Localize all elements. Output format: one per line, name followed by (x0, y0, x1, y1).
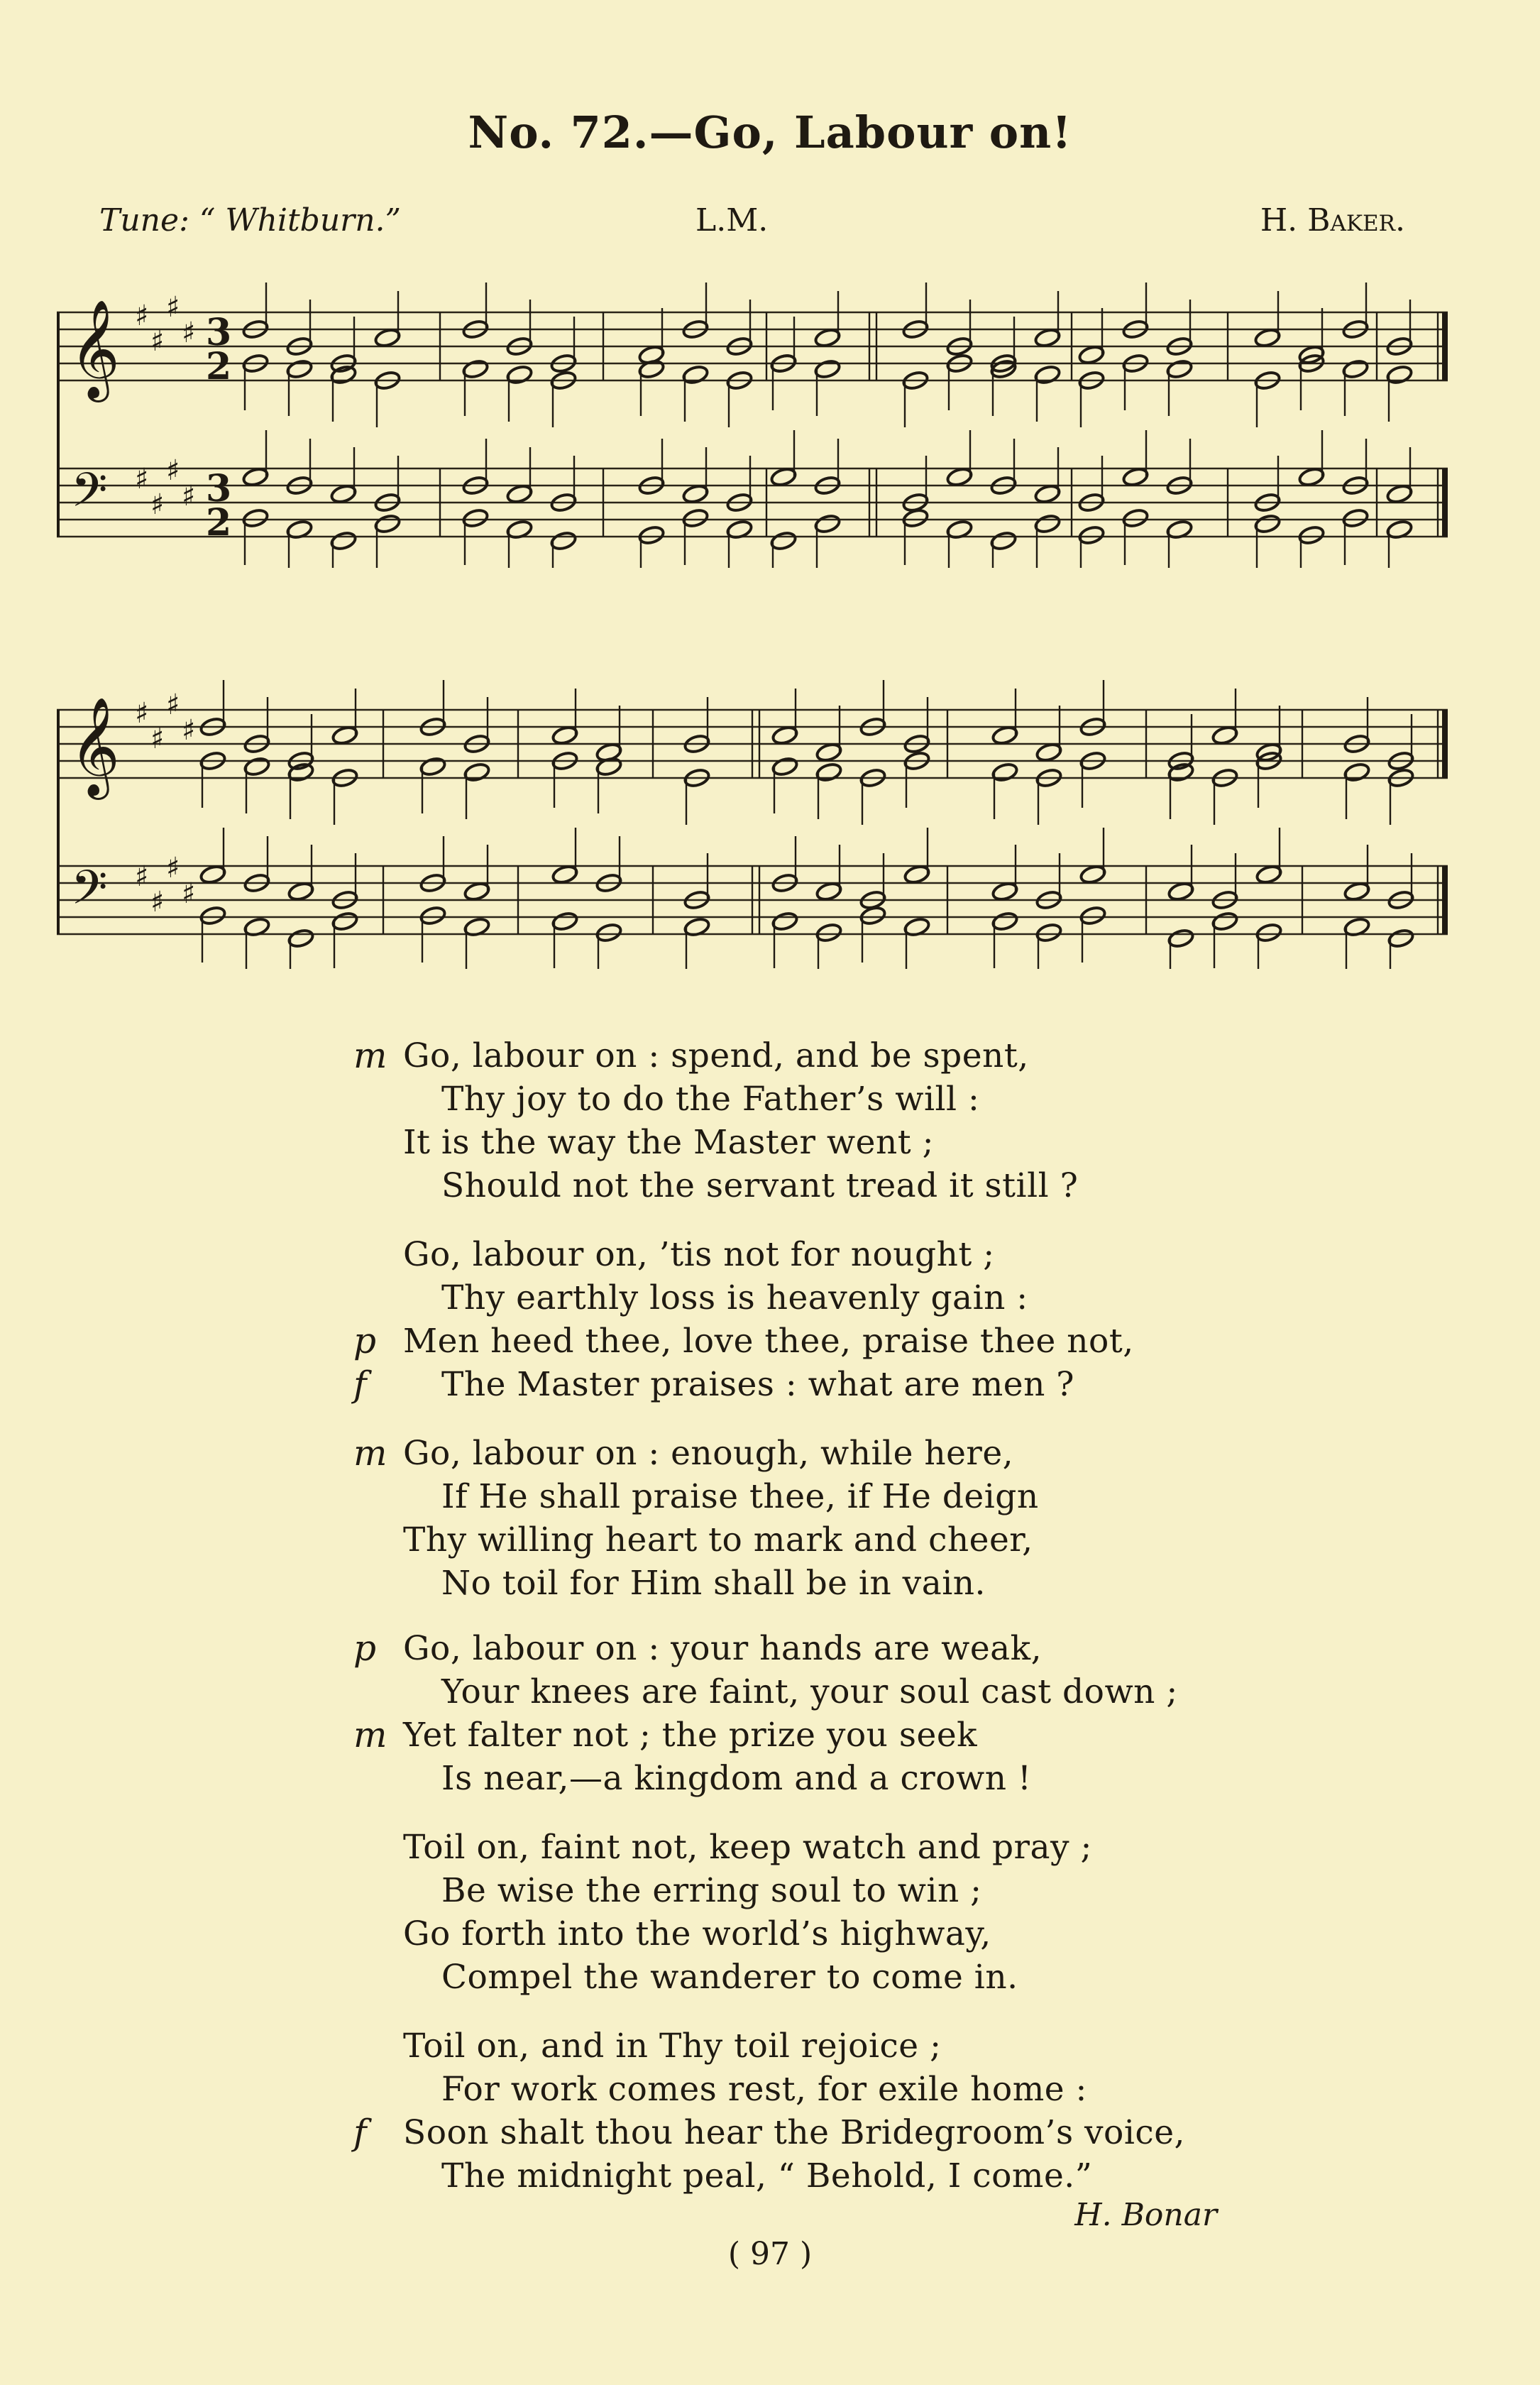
note-head (771, 756, 799, 777)
hymn-title: No. 72.—Go, Labour on! (468, 106, 1072, 158)
verse-line: Go, labour on, ’tis not for nought ; (403, 1235, 995, 1274)
final-bar (1442, 866, 1448, 934)
time-signature-top: 3 (206, 311, 232, 354)
dynamic-marking: m (353, 1714, 387, 1755)
composer: H. Baker. (1260, 202, 1405, 238)
verse-line: Go forth into the world’s highway, (403, 1914, 991, 1953)
note-head (1211, 725, 1239, 746)
note-head (287, 762, 315, 783)
note-head (1035, 922, 1063, 943)
note-head (551, 911, 579, 932)
note-head (1255, 922, 1283, 943)
sharp-sign: ♯ (182, 877, 196, 910)
dynamic-marking: p (353, 1628, 377, 1669)
note-head (419, 756, 447, 777)
note-head (1078, 344, 1106, 366)
sharp-sign: ♯ (135, 300, 149, 332)
note-head (859, 905, 887, 926)
note-head (903, 864, 931, 885)
note-head (199, 864, 227, 885)
verse-line: The midnight peal, “ Behold, I come.” (441, 2156, 1093, 2195)
verse-line: If He shall praise thee, if He deign (441, 1477, 1039, 1516)
sharp-sign: ♯ (166, 291, 180, 324)
verse-line: Yet falter not ; the prize you seek (403, 1716, 978, 1755)
note-head (682, 483, 710, 505)
note-head (419, 905, 447, 926)
tune-name: Tune: “ Whitburn.” (99, 202, 402, 238)
note-head (771, 911, 799, 932)
note-head (331, 911, 359, 932)
treble-clef: 𝄞 (70, 300, 120, 398)
note-head (1254, 513, 1282, 534)
note-head (330, 483, 358, 505)
note-head (287, 928, 315, 949)
verse-line: Should not the servant tread it still ? (441, 1166, 1079, 1205)
sharp-sign: ♯ (166, 689, 180, 721)
note-head (814, 327, 842, 349)
verse-line: Go, labour on : spend, and be spent, (403, 1036, 1029, 1075)
note-head (242, 466, 270, 488)
verse-line: Men heed thee, love thee, praise thee not, (403, 1322, 1134, 1361)
note-head (1034, 364, 1062, 385)
verse-line: Is near,—a kingdom and a crown ! (441, 1759, 1032, 1798)
note-head (1034, 327, 1062, 349)
bass-clef: 𝄢 (71, 463, 108, 529)
note-head (1386, 483, 1414, 505)
note-head (1254, 327, 1282, 349)
note-head (374, 513, 402, 534)
sharp-sign: ♯ (182, 480, 196, 512)
note-head (682, 364, 710, 385)
sharp-sign: ♯ (182, 714, 196, 747)
note-head (1255, 864, 1283, 885)
verse-line: Go, labour on : enough, while here, (403, 1434, 1014, 1473)
verse-line: Your knees are faint, your soul cast down ; (441, 1672, 1178, 1711)
note-head (1034, 483, 1062, 505)
note-head (946, 466, 974, 488)
note-head (771, 725, 799, 746)
final-bar (1442, 710, 1448, 778)
lyricist: H. Bonar (1074, 2197, 1217, 2233)
note-head (815, 881, 843, 902)
note-head (1343, 762, 1371, 783)
note-head (815, 742, 843, 763)
sharp-sign: ♯ (166, 454, 180, 487)
final-bar (1442, 312, 1448, 380)
note-head (462, 508, 490, 529)
note-head (551, 725, 579, 746)
note-head (1342, 358, 1370, 380)
note-head (815, 762, 843, 783)
note-head (814, 513, 842, 534)
note-head (1167, 881, 1195, 902)
verse-line: The Master praises : what are men ? (441, 1365, 1075, 1404)
bass-clef: 𝄢 (71, 860, 108, 926)
sharp-sign: ♯ (150, 723, 165, 755)
final-bar (1442, 468, 1448, 537)
note-head (550, 530, 578, 552)
note-head (331, 725, 359, 746)
sharp-sign: ♯ (182, 317, 196, 349)
note-head (1166, 358, 1194, 380)
time-signature-top: 3 (206, 467, 232, 510)
note-head (1167, 762, 1195, 783)
verse-line: For work comes rest, for exile home : (441, 2070, 1087, 2109)
sharp-sign: ♯ (150, 886, 165, 919)
time-signature-bottom: 2 (206, 501, 232, 544)
note-head (1078, 525, 1106, 546)
note-head (287, 881, 315, 902)
note-head (243, 756, 271, 777)
dynamic-marking: p (353, 1320, 377, 1361)
time-signature-bottom: 2 (206, 345, 232, 388)
music-score-system-1 (57, 263, 1448, 568)
note-head (506, 364, 534, 385)
verse-line: No toil for Him shall be in vain. (441, 1564, 986, 1603)
note-head (991, 725, 1019, 746)
note-head (1122, 466, 1150, 488)
note-head (1342, 508, 1370, 529)
music-staff-image-2 (57, 657, 1448, 969)
note-head (770, 530, 798, 552)
note-head (199, 905, 227, 926)
note-head (330, 364, 358, 385)
note-head (815, 922, 843, 943)
note-head (1122, 508, 1150, 529)
sharp-sign: ♯ (150, 488, 165, 521)
sharp-sign: ♯ (135, 860, 149, 893)
note-head (1079, 905, 1107, 926)
note-head (506, 483, 534, 505)
tune-info (99, 202, 1405, 245)
note-head (1343, 881, 1371, 902)
sharp-sign: ♯ (135, 697, 149, 730)
meter: L.M. (695, 202, 769, 238)
note-head (1167, 928, 1195, 949)
verse-line: Be wise the erring soul to win ; (441, 1871, 982, 1910)
note-head (1298, 525, 1326, 546)
note-head (991, 762, 1019, 783)
note-head (814, 358, 842, 380)
note-head (330, 530, 358, 552)
dynamic-marking: m (353, 1432, 387, 1474)
note-head (595, 922, 623, 943)
note-head (286, 358, 314, 380)
dynamic-marking: f (353, 2112, 367, 2153)
dynamic-marking: f (353, 1364, 367, 1405)
sharp-sign: ♯ (150, 325, 165, 358)
verse-line: Soon shalt thou hear the Bridegroom’s voice, (403, 2113, 1185, 2152)
music-score-system-2 (57, 657, 1448, 969)
note-head (374, 327, 402, 349)
note-head (1298, 466, 1326, 488)
note-head (682, 508, 710, 529)
verse-line: Thy willing heart to mark and cheer, (403, 1520, 1033, 1559)
verse-line: Compel the wanderer to come in. (441, 1958, 1018, 1997)
page-number: ( 97 ) (727, 2236, 813, 2272)
note-head (1079, 864, 1107, 885)
verse-line: Toil on, and in Thy toil rejoice ; (403, 2027, 942, 2066)
note-head (770, 466, 798, 488)
note-head (990, 530, 1018, 552)
note-head (462, 358, 490, 380)
verse-line: Go, labour on : your hands are weak, (403, 1629, 1043, 1668)
note-head (638, 525, 666, 546)
note-head (1034, 513, 1062, 534)
verse-line: Thy earthly loss is heavenly gain : (441, 1278, 1028, 1317)
music-staff-image-1 (57, 263, 1448, 568)
note-head (1035, 742, 1063, 763)
dynamic-marking: m (353, 1035, 387, 1076)
sharp-sign: ♯ (135, 463, 149, 495)
verse-line: Toil on, faint not, keep watch and pray ; (403, 1828, 1092, 1867)
note-head (463, 762, 491, 783)
note-head (991, 911, 1019, 932)
note-head (1387, 928, 1415, 949)
note-head (902, 508, 930, 529)
verse-line: It is the way the Master went ; (403, 1123, 934, 1162)
treble-clef: 𝄞 (70, 697, 120, 796)
note-head (551, 864, 579, 885)
note-head (991, 881, 1019, 902)
sharp-sign: ♯ (166, 852, 180, 884)
note-head (242, 508, 270, 529)
note-head (463, 881, 491, 902)
note-head (1211, 911, 1239, 932)
verse-line: Thy joy to do the Father’s will : (441, 1080, 980, 1119)
note-head (1386, 364, 1414, 385)
